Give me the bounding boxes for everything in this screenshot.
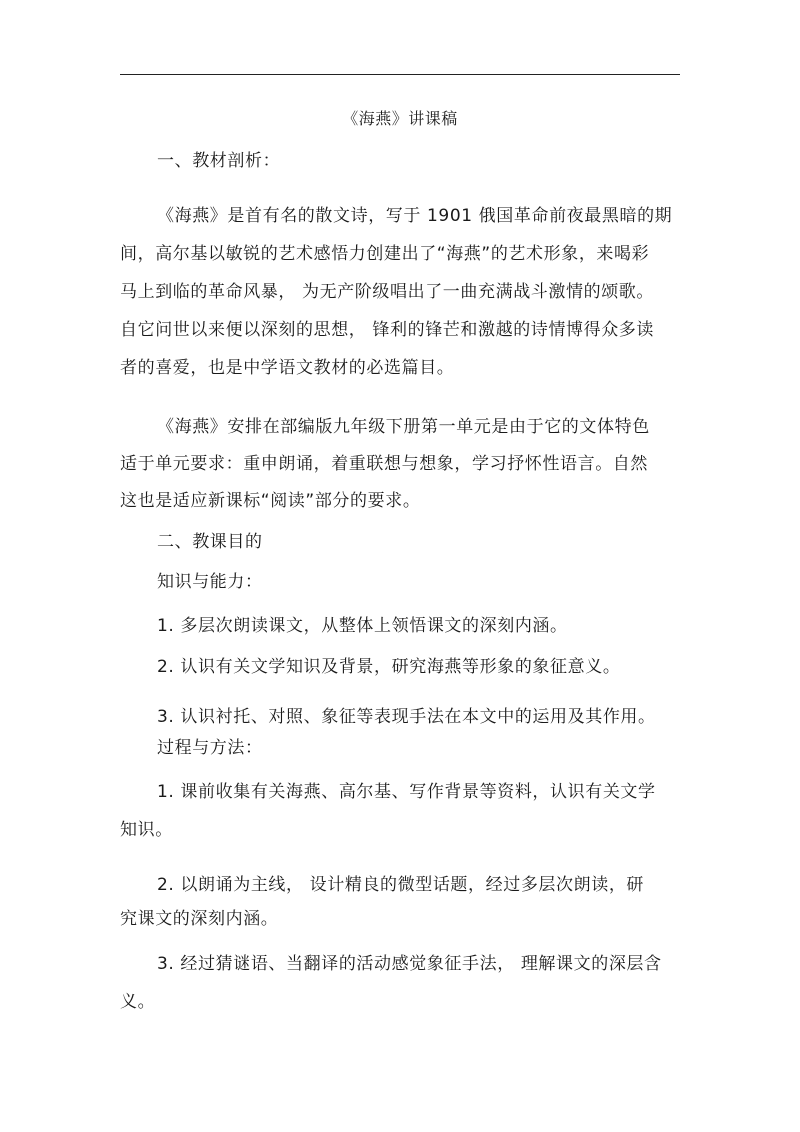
list-item-continued: 义。	[120, 992, 156, 1012]
section-heading-textbook-analysis: 一、教材剖析：	[157, 151, 281, 171]
paragraph-line: 《海燕》安排在部编版九年级下册第一单元是由于它的文体特色	[157, 417, 650, 437]
list-item: 2. 认识有关文学知识及背景，研究海燕等形象的象征意义。	[157, 657, 621, 677]
paragraph-line: 马上到临的革命风暴， 为无产阶级唱出了一曲充满战斗激情的颂歌。	[120, 282, 655, 302]
paragraph-line: 适于单元要求：重申朗诵，着重联想与想象，学习抒怀性语言。自然	[120, 454, 648, 474]
list-item: 3. 经过猜谜语、当翻译的活动感觉象征手法， 理解课文的深层含	[157, 954, 662, 974]
list-item: 1. 多层次朗读课文，从整体上领悟课文的深刻内涵。	[157, 616, 568, 636]
section-heading-teaching-objectives: 二、教课目的	[157, 532, 263, 552]
subheading-process-method: 过程与方法：	[157, 738, 263, 758]
list-item: 1. 课前收集有关海燕、高尔基、写作背景等资料，认识有关文学	[157, 782, 656, 802]
paragraph-line: 《海燕》是首有名的散文诗，写于 1901 俄国革命前夜最黑暗的期	[157, 206, 673, 226]
document-title: 《海燕》讲课稿	[342, 109, 458, 128]
list-item: 3. 认识衬托、对照、象征等表现手法在本文中的运用及其作用。	[157, 707, 656, 727]
subheading-knowledge-ability: 知识与能力：	[157, 572, 263, 592]
paragraph-line: 间，高尔基以敏锐的艺术感悟力创建出了“海燕”的艺术形象，来喝彩	[120, 244, 650, 264]
header-rule	[120, 74, 680, 75]
paragraph-line: 自它问世以来便以深刻的思想， 锋利的锋芒和激越的诗情博得众多读	[120, 320, 655, 340]
paragraph-line: 者的喜爱，也是中学语文教材的必选篇目。	[120, 358, 455, 378]
paragraph-line: 这也是适应新课标“阅读”部分的要求。	[120, 491, 421, 511]
list-item-continued: 知识。	[120, 820, 173, 840]
list-item-continued: 究课文的深刻内涵。	[120, 909, 279, 929]
list-item: 2. 以朗诵为主线， 设计精良的微型话题，经过多层次朗读，研	[157, 875, 645, 895]
